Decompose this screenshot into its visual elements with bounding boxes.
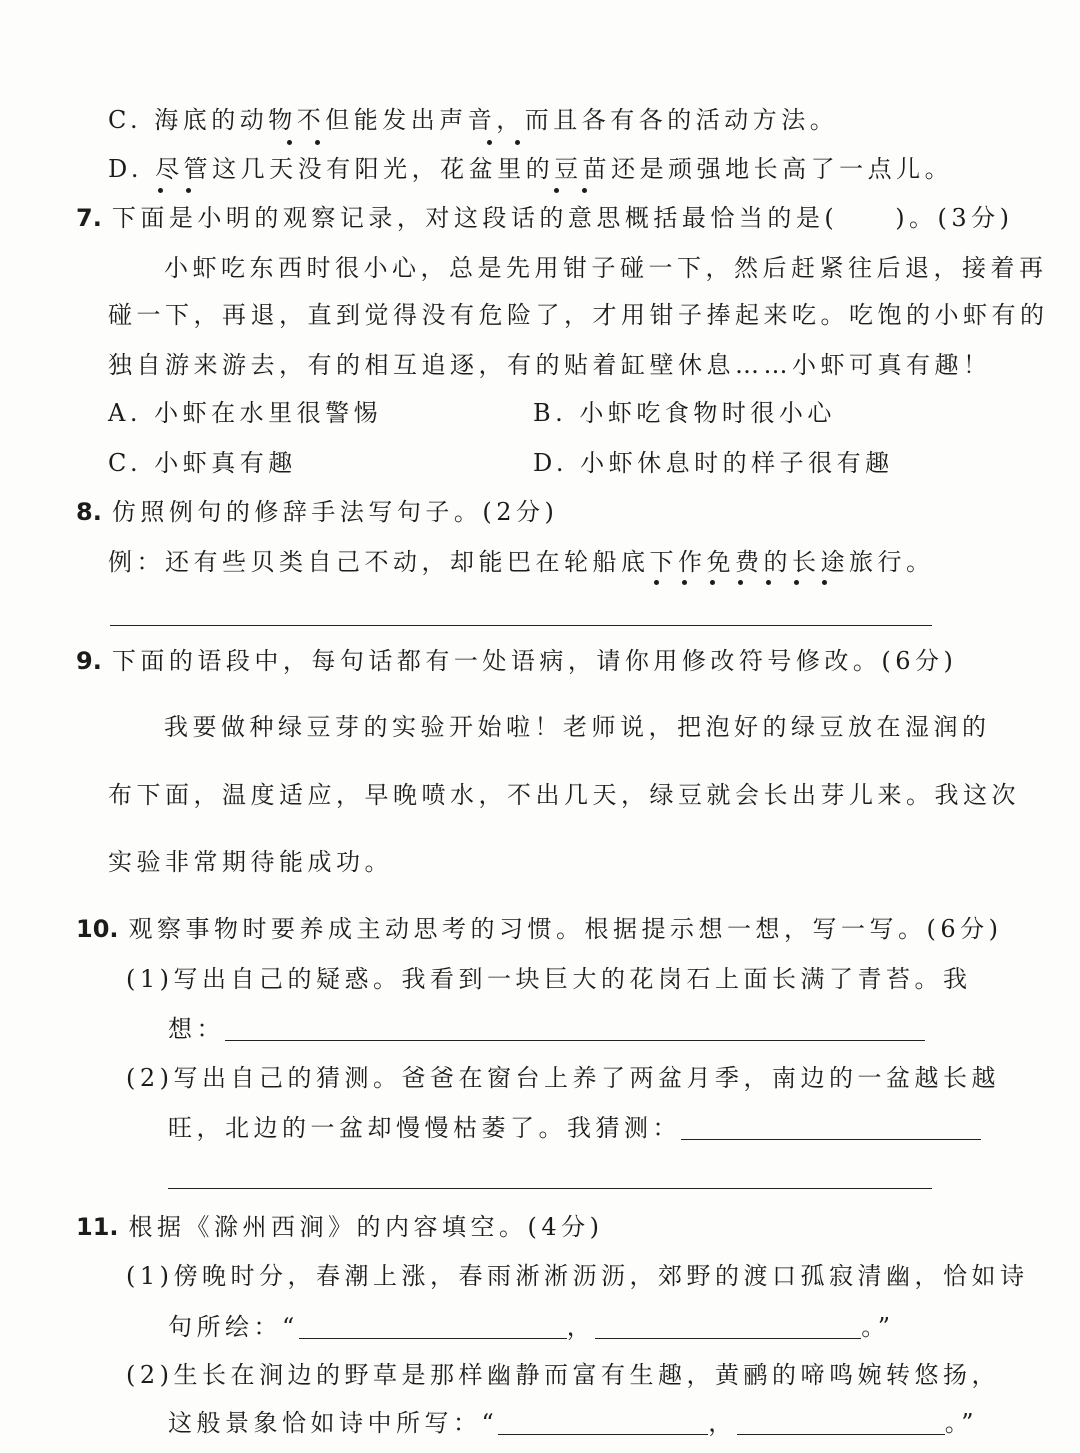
q7-option-c[interactable]: C. 小虾真有趣: [108, 449, 297, 477]
q7-passage-line-3: 独自游来游去，有的相互追逐，有的贴着缸壁休息……小虾可真有趣！: [108, 351, 992, 379]
q10-sub2-line-1: (2)写出自己的猜测。爸爸在窗台上养了两盆月季，南边的一盆越长越: [126, 1064, 1000, 1092]
q11-sub2-line-2: [168, 1406, 978, 1440]
emphasis-dot: [582, 188, 587, 193]
q9-passage-line-1[interactable]: 我要做种绿豆芽的实验开始啦！老师说，把泡好的绿豆放在湿润的: [164, 713, 991, 741]
q7-option-a[interactable]: A. 小虾在水里很警惕: [108, 399, 383, 427]
emphasis-dot: [738, 580, 743, 585]
q11-number: 11.: [76, 1213, 119, 1241]
q11-sub1-comma: ，: [566, 1313, 596, 1341]
q11-sub2-end-quote: 。”: [944, 1409, 979, 1437]
emphasis-dot: [515, 140, 520, 145]
emphasis-dot: [766, 580, 771, 585]
q7-passage-line-1: 小虾吃东西时很小心，总是先用钳子碰一下，然后赶紧往后退，接着再: [164, 254, 1048, 282]
q10-sub2-answer-blank[interactable]: [681, 1115, 981, 1140]
q7-option-b[interactable]: B. 小虾吃食物时很小心: [533, 399, 836, 427]
q7-option-d[interactable]: D. 小虾休息时的样子很有趣: [533, 449, 894, 477]
q10-text: 观察事物时要养成主动思考的习惯。根据提示想一想，写一写。(6分): [128, 915, 1003, 943]
q8-example: 例：还有些贝类自己不动，却能巴在轮船底下作免费的长途旅行。: [108, 548, 935, 576]
q7-number: 7.: [76, 204, 102, 232]
q8-answer-line[interactable]: [110, 625, 932, 626]
emphasis-dot: [710, 580, 715, 585]
emphasis-dot: [158, 188, 163, 193]
q10-sub2-prefix: 旺，北边的一盆却慢慢枯萎了。我猜测：: [168, 1114, 681, 1142]
emphasis-dot: [822, 580, 827, 585]
q10-sub1-answer-blank[interactable]: [225, 1016, 925, 1041]
q9-number: 9.: [76, 647, 102, 675]
emphasis-dot: [315, 140, 320, 145]
q10-sub1-line-1: (1)写出自己的疑惑。我看到一块巨大的花岗石上面长满了青苔。我: [126, 965, 972, 993]
emphasis-dot: [554, 188, 559, 193]
q7-prompt: [76, 201, 1014, 235]
q9-passage-line-3[interactable]: 实验非常期待能成功。: [108, 848, 393, 876]
q10-sub1-line-2: [168, 1012, 925, 1046]
q11-sub2-line-1: (2)生长在涧边的野草是那样幽静而富有生趣，黄鹂的啼鸣婉转悠扬，: [126, 1361, 1000, 1389]
q10-prompt: [76, 912, 1003, 946]
q9-prompt: [76, 644, 957, 678]
emphasis-dot: [794, 580, 799, 585]
q9-passage-line-2[interactable]: 布下面，温度适应，早晚喷水，不出几天，绿豆就会长出芽儿来。我这次: [108, 781, 1020, 809]
q11-sub1-end-quote: 。”: [861, 1313, 895, 1341]
q11-sub1-blank-1[interactable]: [299, 1314, 567, 1339]
q6-option-d: D. 尽管这几天没有阳光，花盆里的豆苗还是顽强地长高了一点儿。: [108, 155, 954, 183]
emphasis-dot: [287, 140, 292, 145]
emphasis-dot: [654, 580, 659, 585]
q11-sub2-blank-1[interactable]: [498, 1410, 708, 1435]
q11-sub1-blank-2[interactable]: [595, 1314, 861, 1339]
q11-sub1-prefix: 句所绘：“: [168, 1313, 299, 1341]
q11-text: 根据《滁州西涧》的内容填空。(4分): [128, 1213, 604, 1241]
q10-number: 10.: [76, 915, 119, 943]
q11-prompt: [76, 1210, 604, 1244]
q11-sub1-line-1: (1)傍晚时分，春潮上涨，春雨淅淅沥沥，郊野的渡口孤寂清幽，恰如诗: [126, 1262, 1029, 1290]
q10-sub2-answer-line-2[interactable]: [168, 1188, 932, 1189]
q10-sub1-prefix: 想：: [168, 1015, 225, 1043]
q8-number: 8.: [76, 498, 102, 526]
q7-text: 下面是小明的观察记录，对这段话的意思概括最恰当的是( )。(3分): [111, 204, 1014, 232]
q10-sub2-line-2: [168, 1111, 981, 1145]
emphasis-dot: [487, 140, 492, 145]
q7-passage-line-2: 碰一下，再退，直到觉得没有危险了，才用钳子捧起来吃。吃饱的小虾有的: [108, 301, 1049, 329]
q6-option-c: C. 海底的动物不但能发出声音，而且各有各的活动方法。: [108, 106, 839, 134]
q11-sub2-blank-2[interactable]: [737, 1410, 945, 1435]
emphasis-dot: [682, 580, 687, 585]
q9-text: 下面的语段中，每句话都有一处语病，请你用修改符号修改。(6分): [111, 647, 958, 675]
q11-sub2-prefix: 这般景象恰如诗中所写：“: [168, 1409, 499, 1437]
q8-prompt: [76, 495, 558, 529]
q11-sub1-line-2: [168, 1310, 895, 1344]
emphasis-dot: [186, 188, 191, 193]
q11-sub2-comma: ，: [708, 1409, 737, 1437]
q8-text: 仿照例句的修辞手法写句子。(2分): [111, 498, 559, 526]
